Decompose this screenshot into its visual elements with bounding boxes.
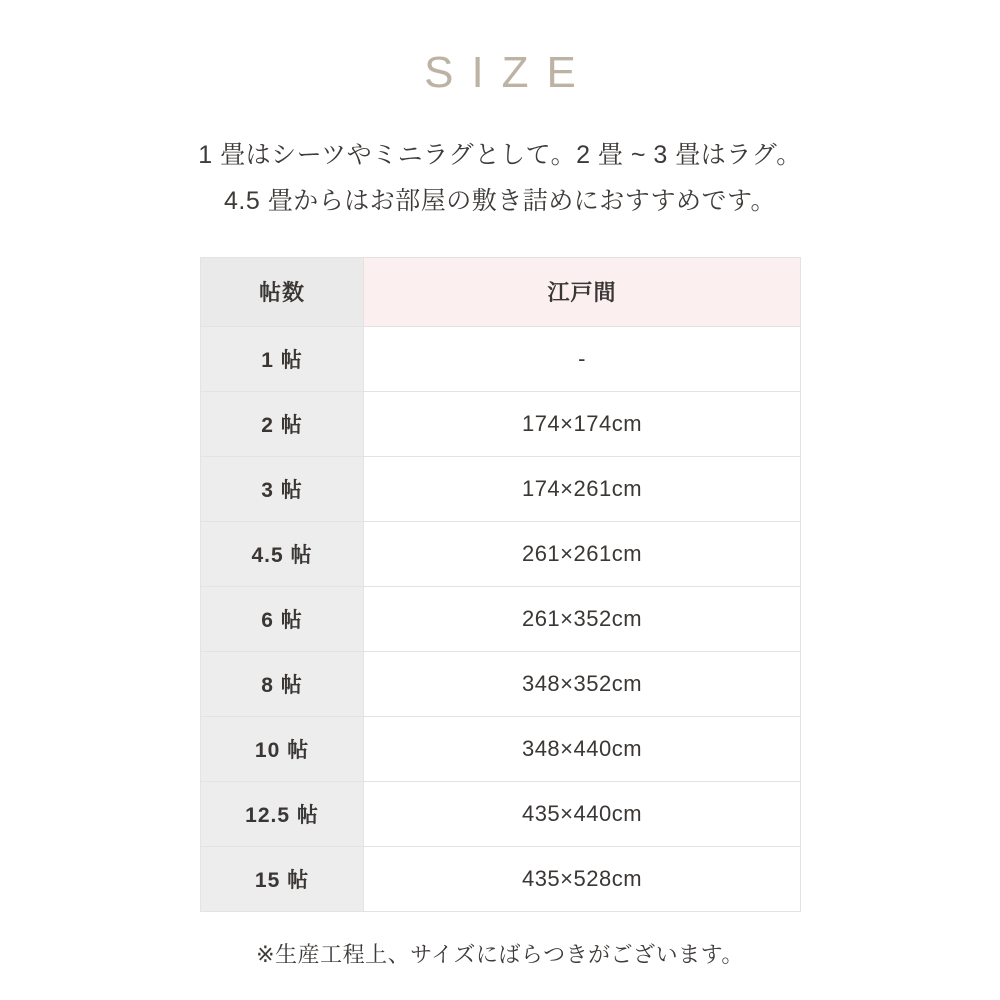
row-value: 348×352cm xyxy=(364,651,801,716)
table-row xyxy=(201,781,801,846)
table-header xyxy=(201,257,801,326)
table-row xyxy=(201,521,801,586)
table-row xyxy=(201,456,801,521)
column-header-edoma: 江戸間 xyxy=(364,257,801,326)
row-value: 435×528cm xyxy=(364,846,801,911)
column-header-jousuu: 帖数 xyxy=(201,257,364,326)
row-label: 8 帖 xyxy=(201,651,364,716)
row-value: 261×261cm xyxy=(364,521,801,586)
row-label: 4.5 帖 xyxy=(201,521,364,586)
row-label: 2 帖 xyxy=(201,391,364,456)
row-value: 435×440cm xyxy=(364,781,801,846)
row-value: 348×440cm xyxy=(364,716,801,781)
size-table xyxy=(200,257,801,912)
footnote: ※生産工程上、サイズにばらつきがございます。 xyxy=(256,941,744,967)
table-row xyxy=(201,326,801,391)
row-label: 12.5 帖 xyxy=(201,781,364,846)
row-label: 1 帖 xyxy=(201,326,364,391)
table-row xyxy=(201,716,801,781)
row-label: 15 帖 xyxy=(201,846,364,911)
table-row xyxy=(201,846,801,911)
row-value: - xyxy=(364,326,801,391)
page-title: SIZE xyxy=(424,48,594,97)
table-row xyxy=(201,391,801,456)
table-header-row xyxy=(201,257,801,326)
table-body xyxy=(201,326,801,911)
row-value: 261×352cm xyxy=(364,586,801,651)
row-label: 10 帖 xyxy=(201,716,364,781)
table-row xyxy=(201,586,801,651)
lead-text xyxy=(198,132,802,225)
table-row xyxy=(201,651,801,716)
row-label: 3 帖 xyxy=(201,456,364,521)
row-value: 174×261cm xyxy=(364,456,801,521)
lead-line-2: 4.5 畳からはお部屋の敷き詰めにおすすめです。 xyxy=(224,187,776,216)
row-value: 174×174cm xyxy=(364,391,801,456)
lead-line-1: 1 畳はシーツやミニラグとして。2 畳 ~ 3 畳はラグ。 xyxy=(198,141,802,169)
row-label: 6 帖 xyxy=(201,586,364,651)
size-table-wrap xyxy=(200,257,800,912)
